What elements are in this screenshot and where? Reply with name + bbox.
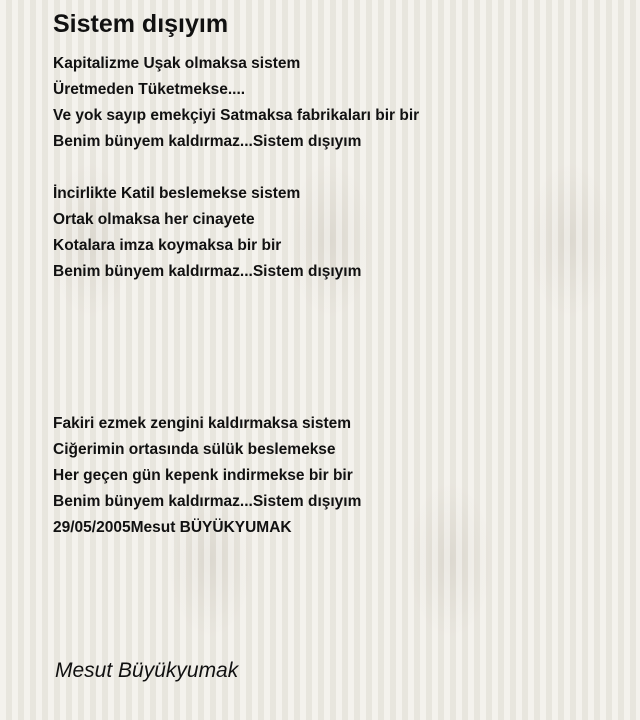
poem-line: Fakiri ezmek zengini kaldırmaksa sistem xyxy=(53,415,352,432)
poem-line: Ve yok sayıp emekçiyi Satmaksa fabrikaları bir bir xyxy=(53,107,420,124)
poem-line: Ciğerimin ortasında sülük beslemekse xyxy=(53,441,336,458)
poem-line: Benim bünyem kaldırmaz...Sistem dışıyım xyxy=(53,263,362,280)
poem-stanza-1 xyxy=(53,51,419,155)
author-name: Mesut Büyükyumak xyxy=(55,659,239,682)
poem-line: Kapitalizme Uşak olmaksa sistem xyxy=(53,55,301,72)
poem-stanza-2 xyxy=(53,181,361,285)
poem-line: Her geçen gün kepenk indirmekse bir bir xyxy=(53,467,353,484)
poem-line: Üretmeden Tüketmekse.... xyxy=(53,81,246,98)
poem-title: Sistem dışıyım xyxy=(53,10,229,38)
poem-date-signature-line: 29/05/2005Mesut BÜYÜKYUMAK xyxy=(53,519,292,536)
poem-line: Kotalara imza koymaksa bir bir xyxy=(53,237,282,254)
poem-line: Benim bünyem kaldırmaz...Sistem dışıyım xyxy=(53,133,362,150)
poem-line: İncirlikte Katil beslemekse sistem xyxy=(53,185,301,202)
poem-line: Ortak olmaksa her cinayete xyxy=(53,211,255,228)
poem-line: Benim bünyem kaldırmaz...Sistem dışıyım xyxy=(53,493,362,510)
poem-stanza-3 xyxy=(53,411,361,541)
